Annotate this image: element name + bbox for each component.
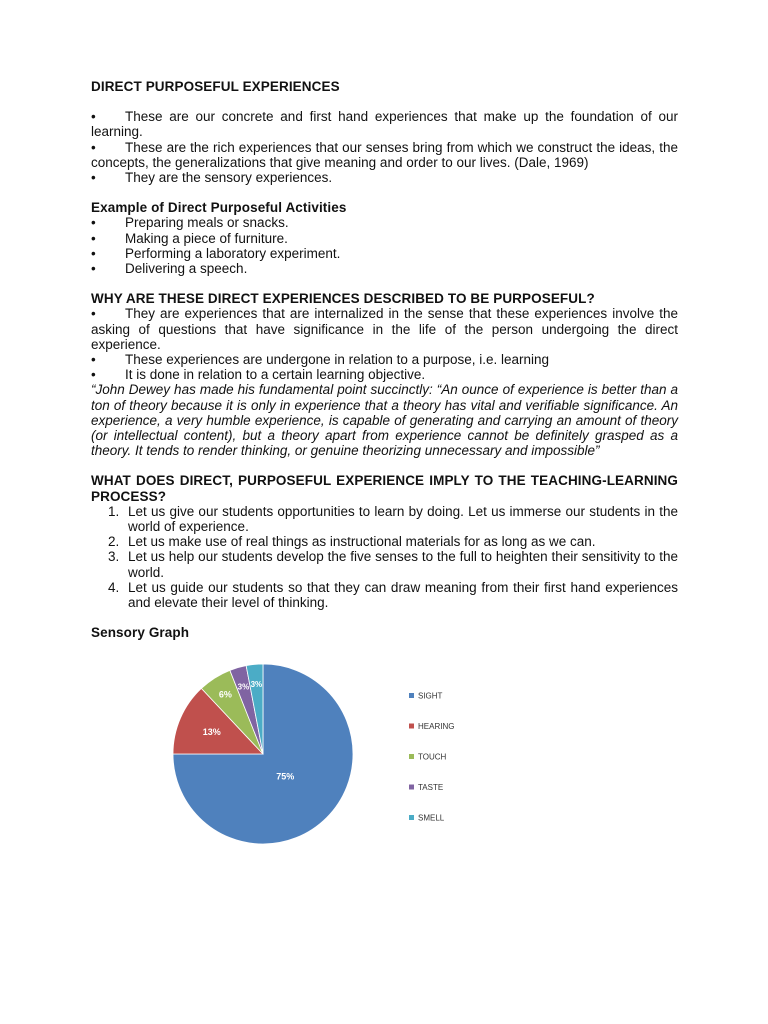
section3-bullet-list xyxy=(91,306,678,382)
list-item: • These are our concrete and first hand experiences that make up the foundation of our learning. xyxy=(91,109,678,140)
legend-swatch-smell xyxy=(409,815,414,820)
bullet-icon: • xyxy=(91,306,96,322)
list-item: 1. Let us give our students opportunities to learn by doing. Let us immerse our students in the world of experience. xyxy=(91,504,678,534)
item-number: 1. xyxy=(108,503,120,519)
pie-label-taste: 3% xyxy=(237,682,250,692)
legend-label-taste: TASTE xyxy=(418,783,444,792)
section2-bullet-list xyxy=(91,215,678,276)
section-heading-examples: Example of Direct Purposeful Activities xyxy=(91,200,347,216)
section-heading-teaching-learning: WHAT DOES DIRECT, PURPOSEFUL EXPERIENCE IMPLY TO THE TEACHING-LEARNING PROCESS? xyxy=(91,473,678,504)
legend-swatch-hearing xyxy=(409,724,414,729)
list-item: 3. Let us help our students develop the five senses to the full to heighten their sensitivity to the world. xyxy=(91,549,678,579)
legend-label-hearing: HEARING xyxy=(418,722,455,731)
bullet-icon: • xyxy=(91,215,96,231)
dewey-quote: “John Dewey has made his fundamental point succinctly: “An ounce of experience is better than a ton of theory because it is only in experience that a theory has vital and verifiable significance. An experience, a very humble experience, is capable of generating and carrying an amount of theory (or intellectual content), but a theory apart from experience cannot be definitely grasped as a theory. It tends to render thinking, or genuine theorizing unnecessary and impossible” xyxy=(91,382,678,459)
pie-label-sight: 75% xyxy=(276,771,295,782)
list-item: • Delivering a speech. xyxy=(91,261,248,277)
bullet-icon: • xyxy=(91,139,96,155)
list-item: • Performing a laboratory experiment. xyxy=(91,245,341,261)
list-item: • These experiences are undergone in relation to a purpose, i.e. learning xyxy=(91,352,550,368)
bullet-icon: • xyxy=(91,352,96,368)
list-item: • They are experiences that are internalized in the sense that these experiences involve the asking of questions that have significance in the life of the person undergoing the direct experience. xyxy=(91,306,678,352)
list-item: 4. Let us guide our students so that they can draw meaning from their first hand experiences and elevate their level of thinking. xyxy=(91,580,678,610)
list-item: • They are the sensory experiences. xyxy=(91,170,333,186)
bullet-icon: • xyxy=(91,230,96,246)
sensory-pie-chart xyxy=(91,648,691,848)
bullet-icon: • xyxy=(91,109,96,125)
bullet-icon: • xyxy=(91,245,96,261)
list-item: 2. Let us make use of real things as instructional materials for as long as we can. xyxy=(91,534,678,549)
pie-label-hearing: 13% xyxy=(202,726,221,737)
section-heading-why-purposeful: WHY ARE THESE DIRECT EXPERIENCES DESCRIBED TO BE PURPOSEFUL? xyxy=(91,291,595,307)
list-item: • These are the rich experiences that our senses bring from which we construct the ideas, the concepts, the generalizations that give meaning and order to our lives. (Dale, 1969) xyxy=(91,139,678,170)
item-number: 3. xyxy=(108,549,120,565)
pie-label-touch: 6% xyxy=(218,689,232,700)
bullet-icon: • xyxy=(91,170,96,186)
section-heading-sensory-graph: Sensory Graph xyxy=(91,625,190,641)
list-item: • It is done in relation to a certain learning objective. xyxy=(91,367,426,383)
document-content xyxy=(91,79,678,641)
list-item: • Preparing meals or snacks. xyxy=(91,215,289,231)
pie-label-smell: 3% xyxy=(250,680,263,690)
pie-chart-svg xyxy=(91,648,691,848)
implications-numbered-list xyxy=(91,504,678,610)
legend-swatch-taste xyxy=(409,785,414,790)
section1-bullet-list xyxy=(91,109,678,185)
legend-label-sight: SIGHT xyxy=(418,691,443,701)
legend-swatch-touch xyxy=(409,754,414,759)
legend-label-touch: TOUCH xyxy=(418,752,447,762)
section-heading-direct-purposeful: DIRECT PURPOSEFUL EXPERIENCES xyxy=(91,79,340,94)
bullet-icon: • xyxy=(91,367,96,383)
legend-label-smell: SMELL xyxy=(418,813,445,823)
bullet-icon: • xyxy=(91,261,96,277)
item-number: 2. xyxy=(108,534,120,550)
list-item: • Making a piece of furniture. xyxy=(91,230,288,246)
legend-swatch-sight xyxy=(409,693,414,698)
item-number: 4. xyxy=(108,579,120,595)
